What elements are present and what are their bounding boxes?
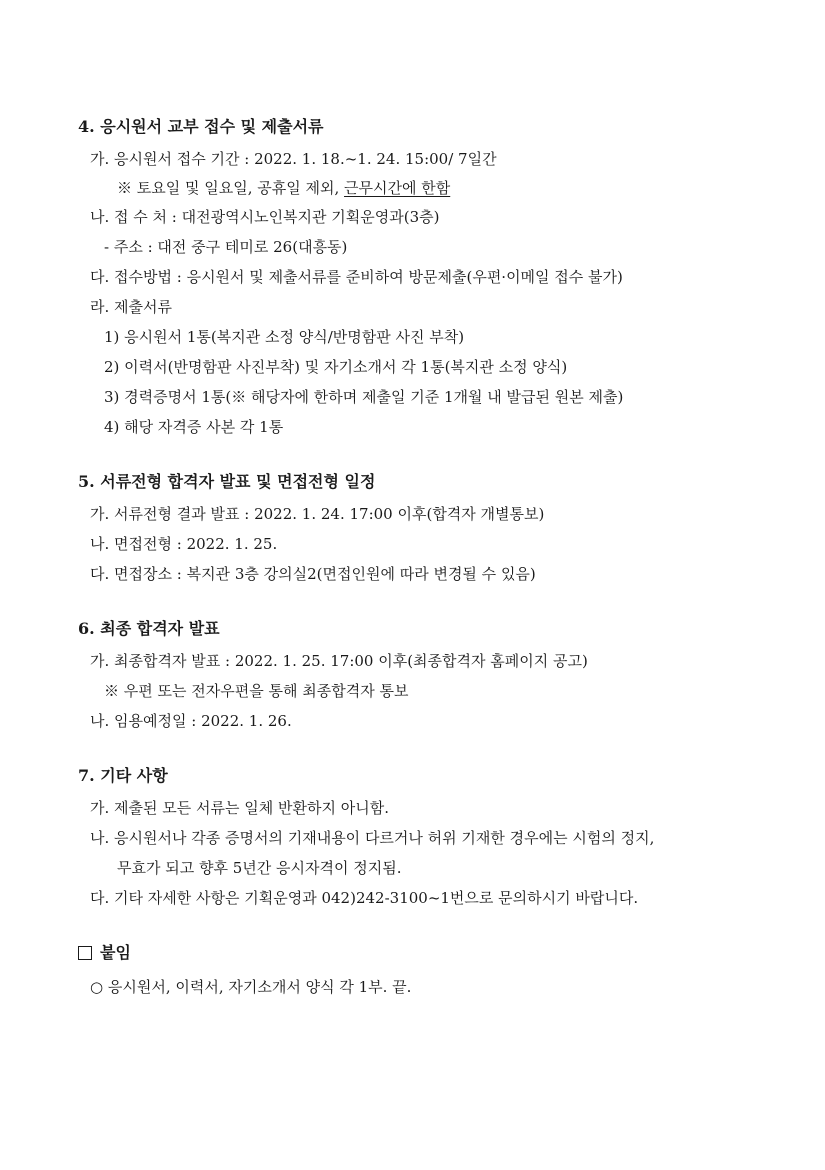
section-6-item-na: 나. 임용예정일 : 2022. 1. 26.: [90, 712, 292, 730]
section-4-note-underlined: 근무시간에 한함: [344, 179, 451, 197]
section-4-note-text: ※ 토요일 및 일요일, 공휴일 제외,: [117, 179, 345, 197]
section-7-item-na: 나. 응시원서나 각종 증명서의 기재내용이 다르거나 허위 기재한 경우에는 시험의 정지,: [90, 829, 655, 847]
section-4-note: [117, 178, 450, 198]
section-4-address: - 주소 : 대전 중구 테미로 26(대흥동): [104, 238, 348, 256]
section-5-item-ga: 가. 서류전형 결과 발표 : 2022. 1. 24. 17:00 이후(합격자 개별통보): [90, 505, 545, 523]
attachment-heading: [78, 943, 131, 963]
section-7-item-da: 다. 기타 자세한 사항은 기획운영과 042)242-3100~1번으로 문의하시기 바랍니다.: [90, 889, 639, 907]
attachment-item: ○ 응시원서, 이력서, 자기소개서 양식 각 1부. 끝.: [90, 978, 412, 996]
section-4-item-ga: 가. 응시원서 접수 기간 : 2022. 1. 18.~1. 24. 15:00/ 7일간: [90, 150, 497, 168]
attachment-heading-label: 붙임: [100, 943, 131, 962]
document-list-item: 3) 경력증명서 1통(※ 해당자에 한하며 제출일 기준 1개월 내 발급된 원본 제출): [104, 388, 624, 406]
section-6-item-ga: 가. 최종합격자 발표 : 2022. 1. 25. 17:00 이후(최종합격자 홈페이지 공고): [90, 652, 588, 670]
section-6-heading: 6. 최종 합격자 발표: [78, 619, 220, 638]
section-5-item-da: 다. 면접장소 : 복지관 3층 강의실2(면접인원에 따라 변경될 수 있음): [90, 565, 536, 583]
section-7-heading: 7. 기타 사항: [78, 766, 168, 785]
document-list-item: 4) 해당 자격증 사본 각 1통: [104, 418, 284, 436]
section-4-item-ra: 라. 제출서류: [90, 298, 172, 316]
section-5-item-na: 나. 면접전형 : 2022. 1. 25.: [90, 535, 278, 553]
section-7-item-ga: 가. 제출된 모든 서류는 일체 반환하지 아니함.: [90, 799, 389, 817]
section-4-item-da: 다. 접수방법 : 응시원서 및 제출서류를 준비하여 방문제출(우편·이메일 접수 불가): [90, 268, 623, 286]
section-5-heading: 5. 서류전형 합격자 발표 및 면접전형 일정: [78, 472, 376, 491]
section-7-item-na-continued: 무효가 되고 향후 5년간 응시자격이 정지됨.: [117, 859, 402, 877]
section-4-item-na: 나. 접 수 처 : 대전광역시노인복지관 기획운영과(3층): [90, 208, 440, 226]
document-list-item: 2) 이력서(반명함판 사진부착) 및 자기소개서 각 1통(복지관 소정 양식): [104, 358, 568, 376]
section-4-heading: 4. 응시원서 교부 접수 및 제출서류: [78, 117, 324, 136]
document-list-item: 1) 응시원서 1통(복지관 소정 양식/반명함판 사진 부착): [104, 328, 465, 346]
section-6-note: ※ 우편 또는 전자우편을 통해 최종합격자 통보: [104, 682, 409, 700]
checkbox-square-icon: [78, 946, 92, 960]
